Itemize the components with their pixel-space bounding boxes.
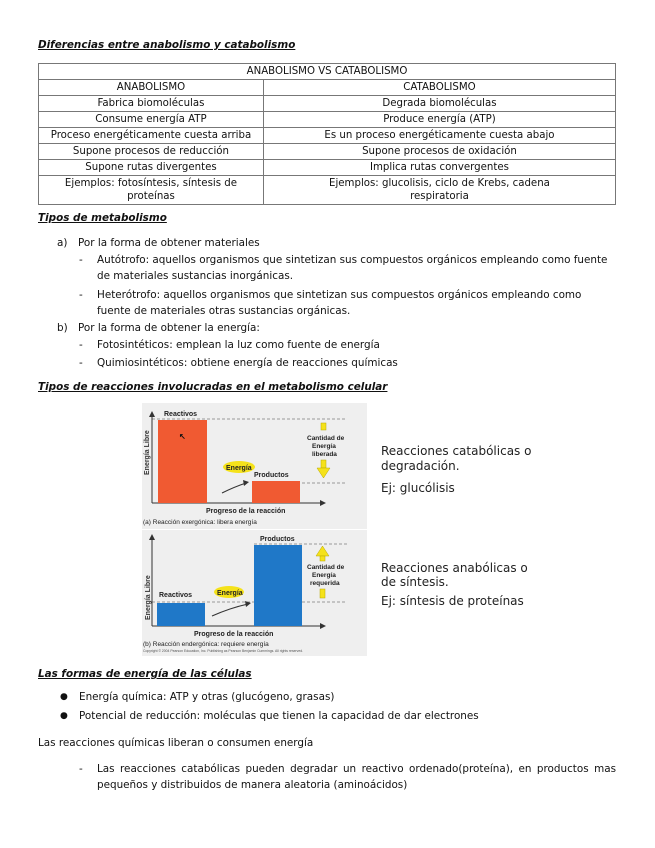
table-row xyxy=(39,128,616,144)
required-arrow-bottom xyxy=(320,589,325,598)
products-label: Productos xyxy=(254,472,289,479)
table-cell: Degrada biomoléculas xyxy=(263,96,615,112)
table-cell: Proceso energéticamente cuesta arriba xyxy=(39,128,264,144)
list-marker-b: b) xyxy=(57,322,68,334)
dash: - xyxy=(79,339,83,351)
table-cell: Ejemplos: glucolisis, ciclo de Krebs, cadena respiratoria xyxy=(263,176,615,205)
list-item-fotosinteticos: Fotosintéticos: emplean la luz como fuente de energía xyxy=(97,339,380,351)
y-axis-label: Energía Libre xyxy=(144,430,151,475)
reactants-label: Reactivos xyxy=(159,592,193,599)
reactants-bar xyxy=(157,603,205,626)
released-arrow-shaft xyxy=(321,460,326,468)
dash: - xyxy=(79,289,83,301)
table-columns-row xyxy=(39,80,616,96)
dash: - xyxy=(79,763,83,775)
fig2-side-label-1: Reacciones anabólicas o xyxy=(381,561,528,575)
list-item-autotrofo-cont: de materiales sustancias inorgánicas. xyxy=(97,270,294,282)
column-header-anabolismo: ANABOLISMO xyxy=(39,80,264,96)
list-item-potencial-reduccion: Potencial de reducción: moléculas que tienen la capacidad de dar electrones xyxy=(79,710,479,722)
y-axis-label: Energía Libre xyxy=(145,575,152,620)
exergonic-diagram xyxy=(142,403,367,529)
list-item-autotrofo: Autótrofo: aquellos organismos que sintetizan sus compuestos orgánicos empleando como fuente xyxy=(97,254,608,266)
section-title-diferencias: Diferencias entre anabolismo y catabolismo xyxy=(38,39,296,51)
dash: - xyxy=(79,357,83,369)
fig1-side-label-1: Reacciones catabólicas o xyxy=(381,444,532,458)
endergonic-diagram xyxy=(142,530,367,656)
fig2-side-label-3: Ej: síntesis de proteínas xyxy=(381,594,524,608)
table-header: ANABOLISMO VS CATABOLISMO xyxy=(39,64,616,80)
amount-label-2: Energía xyxy=(312,443,336,450)
paragraph-catabolicas: Las reacciones catabólicas pueden degradar un reactivo ordenado(proteína), en productos mas xyxy=(97,763,616,775)
products-bar xyxy=(254,545,302,626)
list-marker-a: a) xyxy=(57,237,68,249)
column-header-catabolismo: CATABOLISMO xyxy=(263,80,615,96)
x-axis-label: Progreso de la reacción xyxy=(194,631,274,638)
bullet-icon: ● xyxy=(60,711,68,721)
products-bar xyxy=(252,481,300,503)
figure-caption: (a) Reacción exergónica: libera energía xyxy=(143,519,257,526)
figure-caption: (b) Reacción endergónica: requiere energía xyxy=(143,641,269,648)
amount-label-3: requerida xyxy=(310,580,340,587)
paragraph-catabolicas-cont: pequeños y distribuidos de manera aleatoria (aminoácidos) xyxy=(97,779,408,791)
table-cell: Supone procesos de reducción xyxy=(39,144,264,160)
amount-label-2: Energía xyxy=(312,572,336,579)
table-cell: Ejemplos: fotosíntesis, síntesis de proteínas xyxy=(39,176,264,205)
fig1-side-label-3: Ej: glucólisis xyxy=(381,481,455,495)
amount-label-3: liberada xyxy=(312,451,337,458)
paragraph: Las reacciones químicas liberan o consumen energía xyxy=(38,737,314,749)
fig1-side-label-2: degradación. xyxy=(381,459,460,473)
table-cell: Produce energía (ATP) xyxy=(263,112,615,128)
figure-copyright: Copyright © 2004 Pearson Education, Inc. Publishing as Pearson Benjamin Cummings. All rights reserved. xyxy=(143,649,304,653)
bullet-icon: ● xyxy=(60,692,68,702)
list-item-quimiosinteticos: Quimiosintéticos: obtiene energía de reacciones químicas xyxy=(97,357,398,369)
table-cell: Supone rutas divergentes xyxy=(39,160,264,176)
products-label: Productos xyxy=(260,536,295,543)
table-row xyxy=(39,160,616,176)
list-item-a: Por la forma de obtener materiales xyxy=(78,237,260,249)
table-cell: Supone procesos de oxidación xyxy=(263,144,615,160)
table-cell: Consume energía ATP xyxy=(39,112,264,128)
table-cell: Es un proceso energéticamente cuesta abajo xyxy=(263,128,615,144)
list-item-heterotrofo: Heterótrofo: aquellos organismos que sintetizan sus compuestos orgánicos empleando como xyxy=(97,289,582,301)
table-header-row xyxy=(39,64,616,80)
section-title-tipos: Tipos de metabolismo xyxy=(38,212,167,224)
amount-label-1: Cantidad de xyxy=(307,435,345,442)
required-arrow-shaft xyxy=(320,556,325,561)
released-arrow-top xyxy=(321,423,326,430)
fig2-side-label-2: de síntesis. xyxy=(381,575,449,589)
energy-label: Energía xyxy=(217,590,243,597)
table-row xyxy=(39,112,616,128)
table-cell: Fabrica biomoléculas xyxy=(39,96,264,112)
comparison-table xyxy=(38,63,616,205)
reactants-label: Reactivos xyxy=(164,411,198,418)
list-item-heterotrofo-cont: fuente de materiales otras sustancias orgánicas. xyxy=(97,305,351,317)
dash: - xyxy=(79,254,83,266)
list-item-b: Por la forma de obtener la energía: xyxy=(78,322,260,334)
table-cell: Implica rutas convergentes xyxy=(263,160,615,176)
section-title-reacciones: Tipos de reacciones involucradas en el metabolismo celular xyxy=(38,381,388,393)
amount-label-1: Cantidad de xyxy=(307,564,345,571)
table-row xyxy=(39,176,616,205)
x-axis-label: Progreso de la reacción xyxy=(206,508,286,515)
section-title-formas: Las formas de energía de las células xyxy=(38,668,252,680)
table-row xyxy=(39,144,616,160)
energy-label: Energía xyxy=(226,465,252,472)
cursor-icon: ↖ xyxy=(179,432,186,441)
list-item-energia-quimica: Energía química: ATP y otras (glucógeno, grasas) xyxy=(79,691,335,703)
table-row xyxy=(39,96,616,112)
